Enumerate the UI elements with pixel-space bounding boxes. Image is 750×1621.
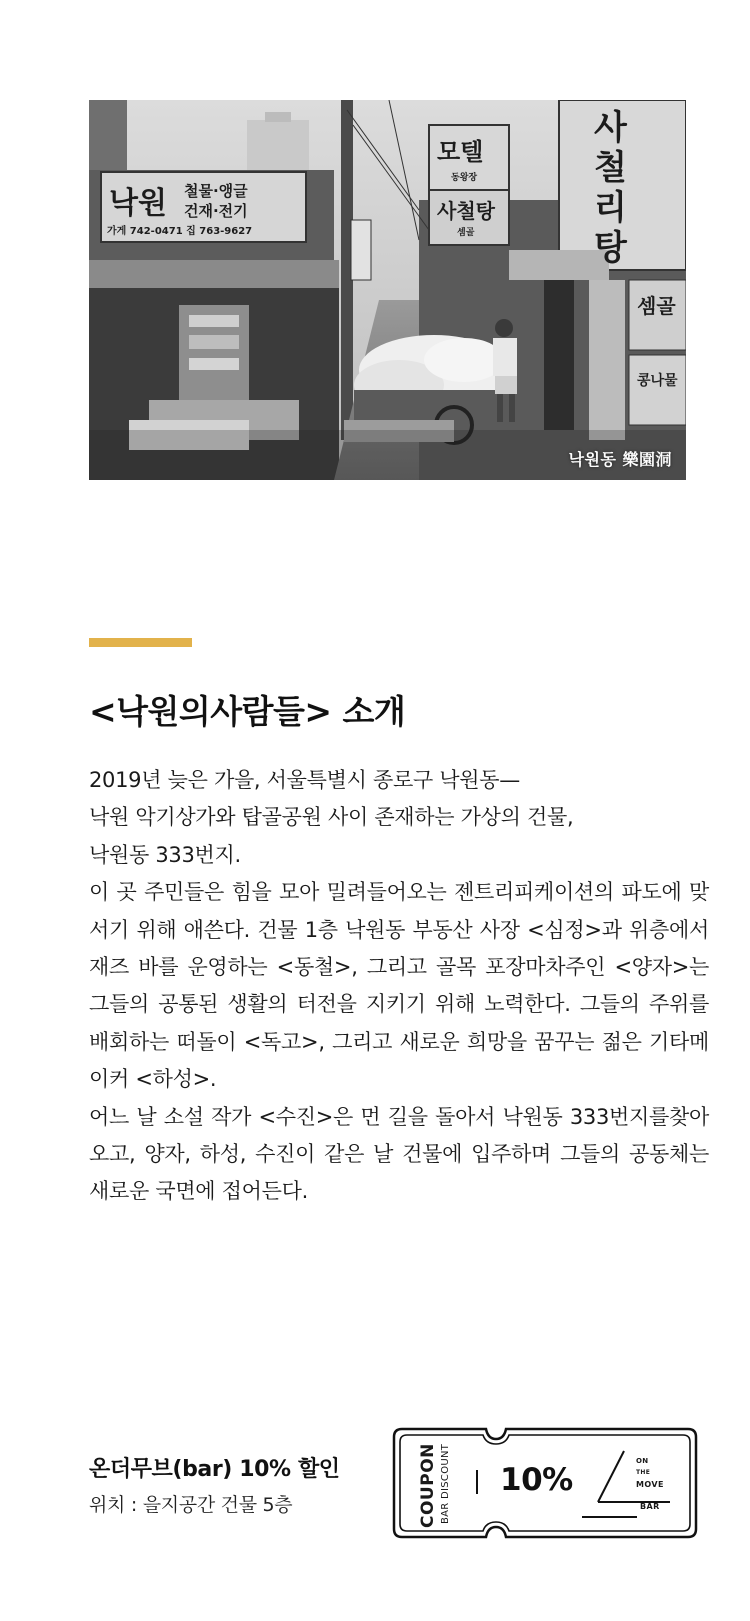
intro-paragraph: 낙원 악기상가와 탑골공원 사이 존재하는 가상의 건물, bbox=[89, 805, 574, 830]
sign-shop-line2: 건재·전기 bbox=[184, 202, 248, 220]
coupon-location: 위치 : 을지공간 건물 5층 bbox=[89, 1494, 293, 1516]
sign-bath: 사철탕 bbox=[437, 199, 495, 223]
logo-the: THE bbox=[636, 1469, 651, 1476]
intro-paragraph: 2019년 늦은 가을, 서울특별시 종로구 낙원동— bbox=[89, 768, 520, 792]
sign-motel: 모텔 bbox=[437, 138, 484, 166]
coupon-percent: 10% bbox=[500, 1462, 573, 1498]
sign-right-small2: 콩나물 bbox=[637, 373, 678, 389]
sign-shop-phone: 가게 742-0471 집 763-9627 bbox=[107, 226, 253, 237]
sign-right-small: 셈골 bbox=[637, 294, 676, 318]
coupon-word: COUPON bbox=[418, 1443, 438, 1528]
section-accent-bar bbox=[89, 638, 192, 647]
logo-on: ON bbox=[636, 1457, 649, 1465]
intro-body bbox=[89, 762, 709, 1211]
sign-motel-sub: 동왕장 bbox=[451, 173, 478, 183]
intro-paragraph: 이 곳 주민들은 힘을 모아 밀려들어오는 젠트리피케이션의 파도에 맞서기 위해 애쓴다. 건물 1층 낙원동 부동산 사장 <심정>과 위층에서 재즈 바를 운영하는 <동철>, 그리고 골목 포장마차주인 <양자>는 그들의 공통된 생활의 터전을 지키기 위해 노력한다. 그들의 주위를 배회하는 떠돌이 <독고>, 그리고 새로운 희망을 꿈꾸는 젊은 기타메이커 <하성>. bbox=[89, 880, 709, 1092]
intro-paragraph: 낙원동 333번지. bbox=[89, 842, 241, 867]
photo-caption: 낙원동 樂園洞 bbox=[568, 450, 672, 469]
coupon-subtitle: BAR DISCOUNT bbox=[440, 1443, 451, 1524]
street-photo bbox=[89, 100, 686, 480]
sign-right-vertical: 사철리탕 bbox=[594, 108, 627, 268]
intro-title: <낙원의사람들> 소개 bbox=[89, 692, 406, 731]
logo-bar: BAR bbox=[640, 1502, 660, 1511]
sign-shop-name: 낙원 bbox=[109, 186, 167, 221]
sign-bath-sub: 셈골 bbox=[457, 228, 475, 238]
logo-move: MOVE bbox=[636, 1480, 664, 1489]
intro-paragraph: 어느 날 소설 작가 <수진>은 먼 길을 돌아서 낙원동 333번지를찾아오고, 양자, 하성, 수진이 같은 날 건물에 입주하며 그들의 공동체는 새로운 국면에 접어든다. bbox=[89, 1104, 709, 1204]
sign-shop-line1: 철물·앵글 bbox=[184, 182, 248, 200]
coupon-title: 온더무브(bar) 10% 할인 bbox=[89, 1457, 340, 1482]
coupon-divider bbox=[476, 1470, 478, 1494]
